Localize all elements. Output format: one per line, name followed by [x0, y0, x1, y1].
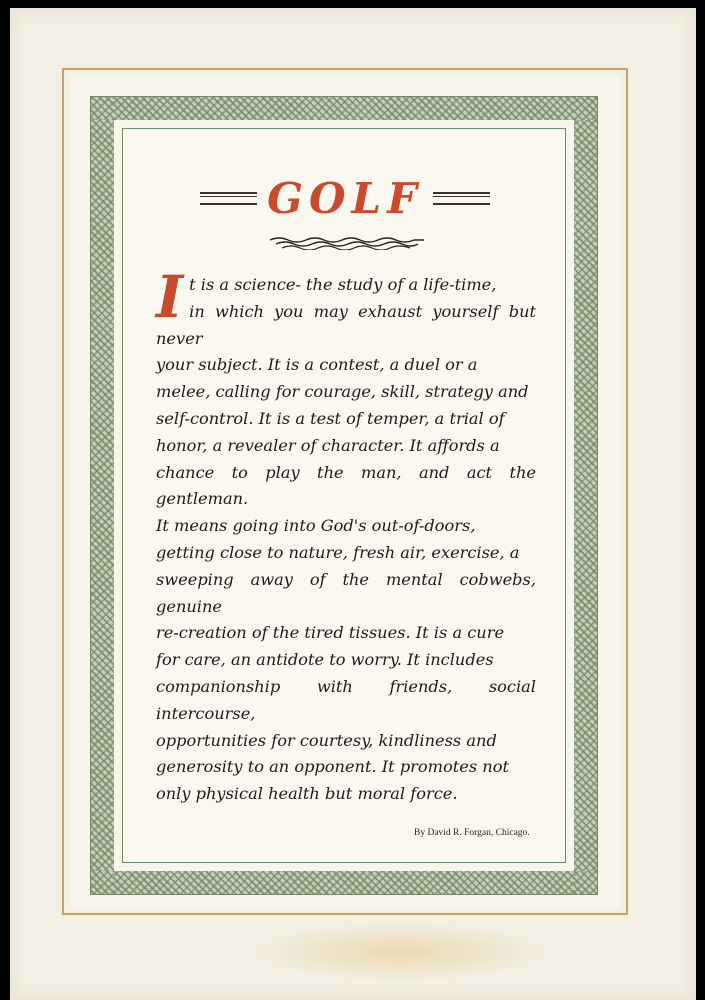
body-line: for care, an antidote to worry. It includes: [156, 650, 494, 670]
body-line: only physical health but moral force.: [156, 784, 458, 804]
body-line: in which you may exhaust yourself but never: [156, 301, 536, 348]
body-line: generosity to an opponent. It promotes not: [156, 757, 509, 777]
body-line: melee, calling for courage, skill, strategy and: [156, 382, 529, 402]
body-line: re-creation of the tired tissues. It is a cure: [156, 623, 505, 643]
body-line: self-control. It is a test of temper, a trial of: [156, 408, 505, 428]
body-lines: [156, 263, 536, 808]
drop-cap: I: [156, 263, 184, 331]
body-line: opportunities for courtesy, kindliness and: [156, 730, 497, 750]
paper-stain: [250, 922, 550, 982]
body-line: It means going into God's out-of-doors,: [156, 516, 476, 536]
byline: By David R. Forgan, Chicago.: [414, 828, 530, 838]
body-line: chance to play the man, and act the gentleman.: [156, 462, 536, 509]
body-line: getting close to nature, fresh air, exercise, a: [156, 542, 520, 562]
body-text: [156, 263, 536, 808]
title-row: [200, 168, 490, 228]
body-line: sweeping away of the mental cobwebs, genuine: [156, 569, 536, 616]
body-line: t is a science- the study of a life-time,: [189, 275, 497, 294]
body-line: honor, a revealer of character. It affords a: [156, 435, 500, 455]
title-right-rule: [433, 192, 490, 205]
document-title: GOLF: [267, 173, 423, 223]
wave-ornament-icon: [270, 236, 424, 250]
title-left-rule: [200, 192, 257, 205]
body-line: your subject. It is a contest, a duel or a: [156, 355, 478, 375]
body-line: companionship with friends, social intercourse,: [156, 676, 536, 723]
